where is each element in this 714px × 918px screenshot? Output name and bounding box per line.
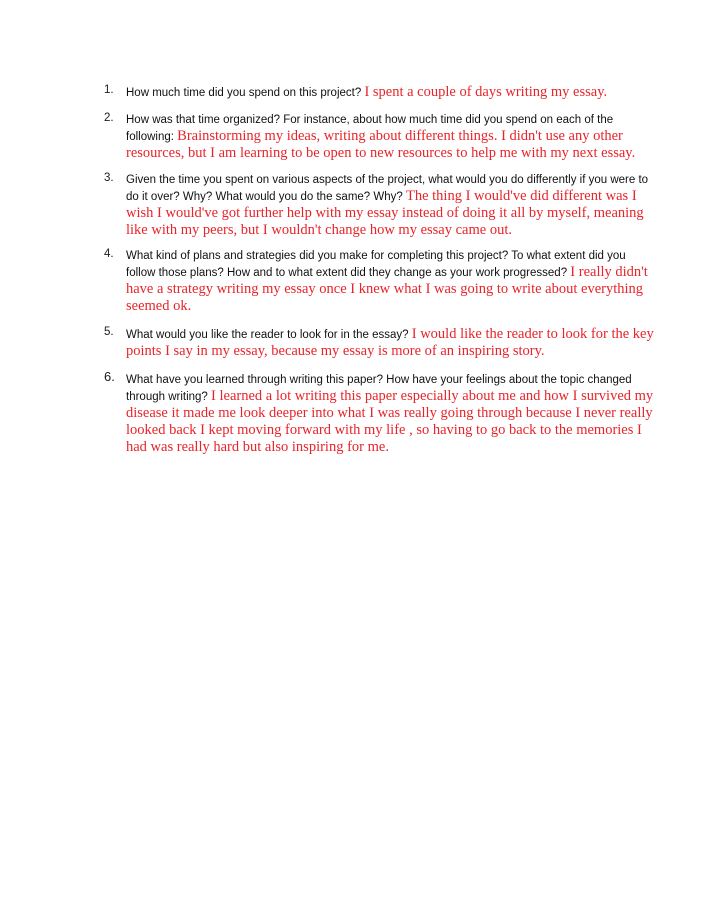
item-body: [126, 112, 656, 162]
item-body: [126, 172, 656, 239]
answer-text: I really didn't have a strategy writing my essay once I knew what I was going to write about everything seemed ok.: [126, 264, 648, 314]
item-number: 6.: [104, 369, 115, 384]
item-body: [126, 372, 656, 456]
item-body: [126, 248, 656, 315]
list-item-2: [104, 112, 656, 162]
question-text: What kind of plans and strategies did you make for completing this project? To what extent did you follow those plans? How and to what extent did they change as your work progressed?: [126, 250, 626, 279]
item-number: 3.: [104, 172, 114, 184]
answer-text: The thing I would've did different was I wish I would've got further help with my essay instead of doing it all by myself, meaning like with my peers, but I wouldn't change how my essay came out.: [126, 188, 644, 238]
answer-text: I spent a couple of days writing my essay.: [364, 84, 608, 100]
list-item-6: [104, 369, 656, 456]
list-item-4: [104, 248, 656, 315]
question-text: How was that time organized? For instance, about how much time did you spend on each of the following:: [126, 114, 614, 143]
question-text: Given the time you spent on various aspects of the project, what would you do differently if you were to do it over? Why? What would you do the same? Why?: [126, 174, 649, 203]
question-text: What would you like the reader to look for in the essay?: [126, 329, 409, 341]
question-text: How much time did you spend on this project?: [126, 87, 362, 99]
question-text: What have you learned through writing this paper? How have your feelings about the topic changed through writing?: [126, 374, 632, 403]
item-number: 1.: [104, 84, 114, 96]
item-body: [126, 84, 656, 101]
item-number: 4.: [104, 248, 114, 260]
list-item-5: [104, 326, 656, 360]
answer-text: I would like the reader to look for the key points I say in my essay, because my essay is more of an inspiring story.: [126, 326, 654, 359]
answer-text: I learned a lot writing this paper especially about me and how I survived my disease it made me look deeper into what I was really going through because I never really looked back I kept moving forward with my life , so having to go back to the memories I had was really hard but also inspiring for me.: [126, 388, 654, 455]
answer-text: Brainstorming my ideas, writing about different things. I didn't use any other resources, but I am learning to be open to new resources to help me with my next essay.: [126, 128, 636, 161]
list-item-3: [104, 172, 656, 239]
item-number: 5.: [104, 326, 114, 338]
item-number: 2.: [104, 112, 114, 124]
item-body: [126, 326, 656, 360]
list-item-1: [104, 84, 656, 101]
